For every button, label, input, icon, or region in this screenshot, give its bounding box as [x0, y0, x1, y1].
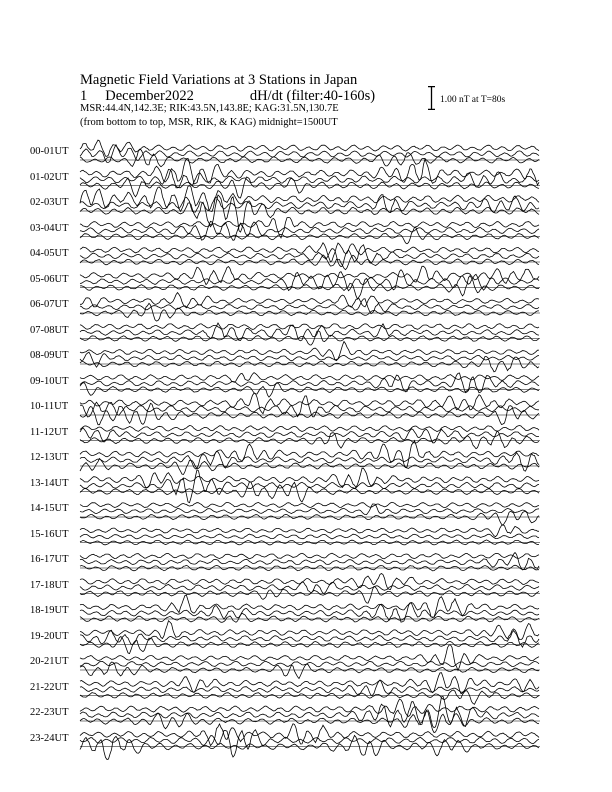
trace-kag-13-14ut [80, 468, 539, 488]
trace-msr-23-24ut [80, 735, 539, 759]
station-order-note: (from bottom to top, MSR, RIK, & KAG) midnight=1500UT [80, 117, 338, 128]
trace-msr-00-01ut [80, 149, 539, 167]
chart-title: Magnetic Field Variations at 3 Stations in Japan [80, 72, 358, 88]
trace-kag-00-01ut [80, 140, 539, 156]
hour-label: 12-13UT [30, 452, 69, 463]
hour-label: 15-16UT [30, 528, 69, 540]
hour-label: 17-18UT [30, 579, 69, 591]
trace-msr-19-20ut [80, 637, 539, 654]
trace-rik-17-18ut [80, 582, 539, 593]
hour-label: 09-10UT [30, 375, 69, 387]
scale-label: 1.00 nT at T=80s [440, 95, 506, 105]
hour-label: 14-15UT [30, 503, 69, 514]
hour-label: 00-01UT [30, 146, 69, 157]
trace-rik-07-08ut [80, 323, 539, 341]
trace-msr-21-22ut [80, 690, 539, 704]
quantity-label: dH/dt [249, 88, 283, 104]
trace-kag-22-23ut [80, 699, 539, 717]
trace-kag-16-17ut [80, 553, 539, 559]
trace-msr-07-08ut [80, 331, 539, 345]
hour-label: 19-20UT [30, 630, 69, 642]
trace-rik-23-24ut [80, 730, 539, 757]
trace-rik-20-21ut [80, 661, 539, 666]
trace-msr-14-15ut [80, 511, 539, 525]
hour-label: 07-08UT [30, 324, 69, 336]
hour-label: 03-04UT [30, 222, 69, 234]
hour-label: 11-12UT [30, 426, 69, 438]
trace-msr-03-04ut [80, 227, 539, 244]
trace-msr-10-11ut [80, 403, 539, 424]
trace-kag-07-08ut [80, 324, 539, 330]
trace-rik-06-07ut [80, 299, 539, 314]
trace-kag-17-18ut [80, 574, 539, 590]
trace-kag-06-07ut [80, 293, 539, 308]
hour-label: 23-24UT [30, 732, 69, 744]
trace-kag-12-13ut [80, 441, 539, 468]
trace-msr-22-23ut [80, 711, 539, 733]
hour-label: 10-11UT [30, 401, 69, 412]
trace-kag-11-12ut [80, 426, 539, 432]
hour-label: 20-21UT [30, 656, 69, 667]
hour-label: 18-19UT [30, 605, 69, 616]
trace-kag-10-11ut [80, 393, 539, 414]
trace-kag-04-05ut [80, 243, 539, 262]
trace-rik-15-16ut [80, 534, 539, 539]
day: 1 [80, 88, 88, 104]
trace-kag-09-10ut [80, 373, 539, 383]
filter-label: (filter:40-160s) [286, 88, 376, 104]
hour-label: 13-14UT [30, 477, 69, 489]
hour-label: 01-02UT [30, 171, 69, 183]
hour-label: 04-05UT [30, 248, 69, 259]
hour-label: 21-22UT [30, 681, 69, 693]
hour-label: 05-06UT [30, 273, 69, 285]
hour-label: 02-03UT [30, 197, 69, 208]
hour-label: 08-09UT [30, 350, 69, 361]
trace-rik-10-11ut [80, 396, 539, 417]
hour-label: 16-17UT [30, 554, 69, 565]
trace-msr-01-02ut [80, 177, 539, 198]
trace-kag-14-15ut [80, 502, 539, 507]
trace-kag-02-03ut [80, 186, 539, 212]
hour-label: 22-23UT [30, 707, 69, 718]
trace-rik-21-22ut [80, 680, 539, 695]
trace-msr-17-18ut [80, 586, 539, 603]
station-coordinates: MSR:44.4N,142.3E; RIK:43.5N,143.8E; KAG:31.5N,130.7E [80, 103, 339, 114]
hour-label: 06-07UT [30, 299, 69, 310]
trace-rik-22-23ut [80, 696, 539, 727]
month-year: December2022 [105, 88, 194, 104]
